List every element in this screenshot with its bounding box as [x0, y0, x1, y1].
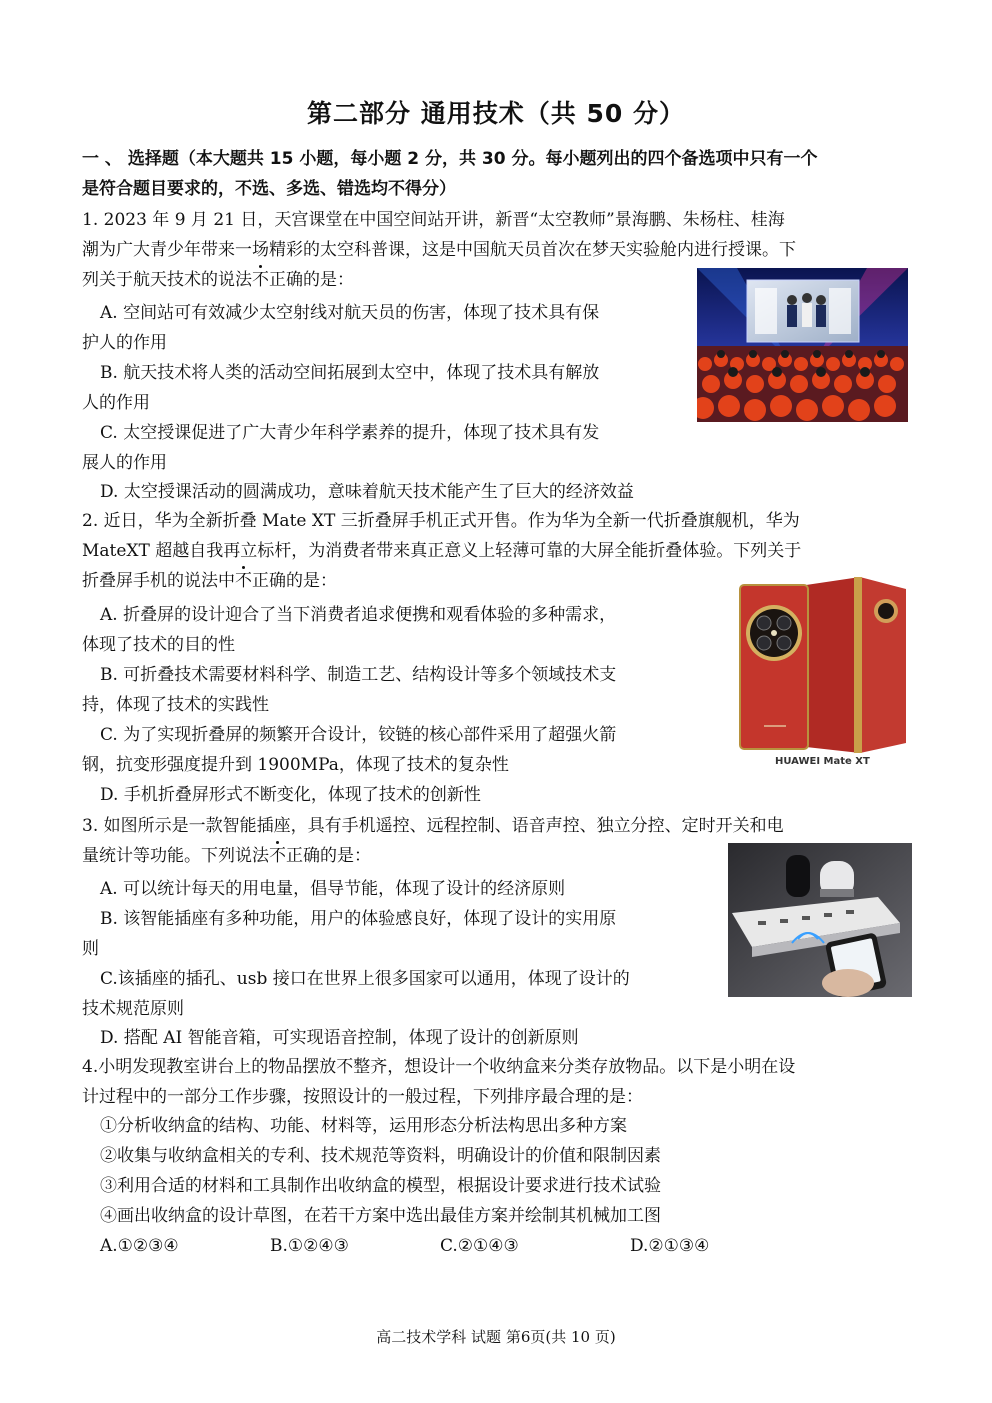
q2-option-b-line-1: B. 可折叠技术需要材料科学、制造工艺、结构设计等多个领域技术支 [100, 665, 617, 685]
q4-stem-line-1: 4.小明发现教室讲台上的物品摆放不整齐，想设计一个收纳盒来分类存放物品。以下是小明在设 [82, 1057, 796, 1077]
q4-option-a: A.①②③④ [100, 1236, 179, 1256]
q1-option-b-line-1: B. 航天技术将人类的活动空间拓展到太空中，体现了技术具有解放 [100, 363, 600, 383]
q4-step-4: ④画出收纳盒的设计草图，在若干方案中选出最佳方案并绘制其机械加工图 [100, 1206, 661, 1226]
q4-option-d: D.②①③④ [630, 1236, 710, 1256]
q2-stem-text-end: 正确的是： [252, 571, 337, 591]
q3-stem-line-2 [82, 845, 371, 867]
space-class-photo [697, 268, 908, 422]
q4-stem-line-2: 计过程中的一部分工作步骤，按照设计的一般过程，下列排序最合理的是： [82, 1087, 643, 1107]
q2-option-a-line-2: 体现了技术的目的性 [82, 635, 235, 655]
emphasis-mark: 不 [269, 846, 286, 866]
q4-step-2: ②收集与收纳盒相关的专利、技术规范等资料，明确设计的价值和限制因素 [100, 1146, 661, 1166]
q4-step-3: ③利用合适的材料和工具制作出收纳盒的模型，根据设计要求进行技术试验 [100, 1176, 661, 1196]
q1-option-d: D. 太空授课活动的圆满成功，意味着航天技术能产生了巨大的经济效益 [100, 482, 634, 502]
q1-option-a-line-2: 护人的作用 [82, 333, 167, 353]
q1-stem-line-2: 潮为广大青少年带来一场精彩的太空科普课，这是中国航天员首次在梦天实验舱内进行授课。下 [82, 240, 796, 260]
q2-stem-line-1: 2. 近日，华为全新折叠 Mate XT 三折叠屏手机正式开售。作为华为全新一代折叠旗舰机，华为 [82, 511, 800, 531]
q1-stem-text: 列关于航天技术的说法 [82, 270, 252, 290]
q4-step-1: ①分析收纳盒的结构、功能、材料等，运用形态分析法构思出多种方案 [100, 1116, 627, 1136]
q1-stem-text-end: 正确的是： [269, 270, 354, 290]
q4-option-b: B.①②④③ [270, 1236, 349, 1256]
q3-option-d: D. 搭配 AI 智能音箱，可实现语音控制，体现了设计的创新原则 [100, 1028, 579, 1048]
emphasis-mark: 不 [235, 571, 252, 591]
instructions-line-2: 是符合题目要求的，不选、多选、错选均不得分） [82, 179, 456, 199]
q2-option-c-line-2: 钢，抗变形强度提升到 1900MPa，体现了技术的复杂性 [82, 755, 509, 775]
q4-options [100, 1235, 709, 1257]
q3-option-b-line-1: B. 该智能插座有多种功能，用户的体验感良好，体现了设计的实用原 [100, 909, 617, 929]
q1-option-c-line-1: C. 太空授课促进了广大青少年科学素养的提升，体现了技术具有发 [100, 423, 600, 443]
q3-stem-text: 量统计等功能。下列说法 [82, 846, 269, 866]
q2-option-b-line-2: 持，体现了技术的实践性 [82, 695, 269, 715]
q2-stem-line-3 [82, 570, 337, 592]
q3-option-a: A. 可以统计每天的用电量，倡导节能，体现了设计的经济原则 [100, 879, 566, 899]
q4-option-c: C.②①④③ [440, 1236, 519, 1256]
q3-option-c-line-1: C.该插座的插孔、usb 接口在世界上很多国家可以通用，体现了设计的 [100, 969, 630, 989]
q2-option-d: D. 手机折叠屏形式不断变化，体现了技术的创新性 [100, 785, 481, 805]
instructions-line-1: 一 、 选择题（本大题共 15 小题，每小题 2 分，共 30 分。每小题列出的四个备选项中只有一个 [82, 149, 818, 169]
section-title: 第二部分 通用技术（共 50 分） [307, 99, 685, 128]
q3-option-b-line-2: 则 [82, 939, 99, 959]
q1-option-c-line-2: 展人的作用 [82, 453, 167, 473]
q1-stem-line-1: 1. 2023 年 9 月 21 日，天宫课堂在中国空间站开讲，新晋“太空教师”景海鹏、朱杨柱、桂海 [82, 210, 785, 230]
emphasis-mark: 不 [252, 270, 269, 290]
q2-option-a-line-1: A. 折叠屏的设计迎合了当下消费者追求便携和观看体验的多种需求， [100, 605, 617, 625]
q3-stem-line-1: 3. 如图所示是一款智能插座，具有手机遥控、远程控制、语音声控、独立分控、定时开关和电 [82, 816, 784, 836]
q3-stem-text-end: 正确的是： [286, 846, 371, 866]
q2-stem-line-2: MateXT 超越自我再立标杆，为消费者带来真正意义上轻薄可靠的大屏全能折叠体验。下列关于 [82, 541, 802, 561]
foldable-phone-photo [736, 575, 910, 755]
smart-socket-photo [728, 843, 912, 997]
q3-option-c-line-2: 技术规范原则 [82, 999, 184, 1019]
q1-option-b-line-2: 人的作用 [82, 393, 150, 413]
q1-stem-line-3 [82, 269, 354, 291]
q2-stem-text: 折叠屏手机的说法中 [82, 571, 235, 591]
q2-option-c-line-1: C. 为了实现折叠屏的频繁开合设计，铰链的核心部件采用了超强火箭 [100, 725, 617, 745]
page-footer: 高二技术学科 试题 第6页(共 10 页) [376, 1328, 616, 1346]
phone-photo-caption: HUAWEI Mate XT [775, 756, 870, 767]
q1-option-a-line-1: A. 空间站可有效减少太空射线对航天员的伤害，体现了技术具有保 [100, 303, 600, 323]
